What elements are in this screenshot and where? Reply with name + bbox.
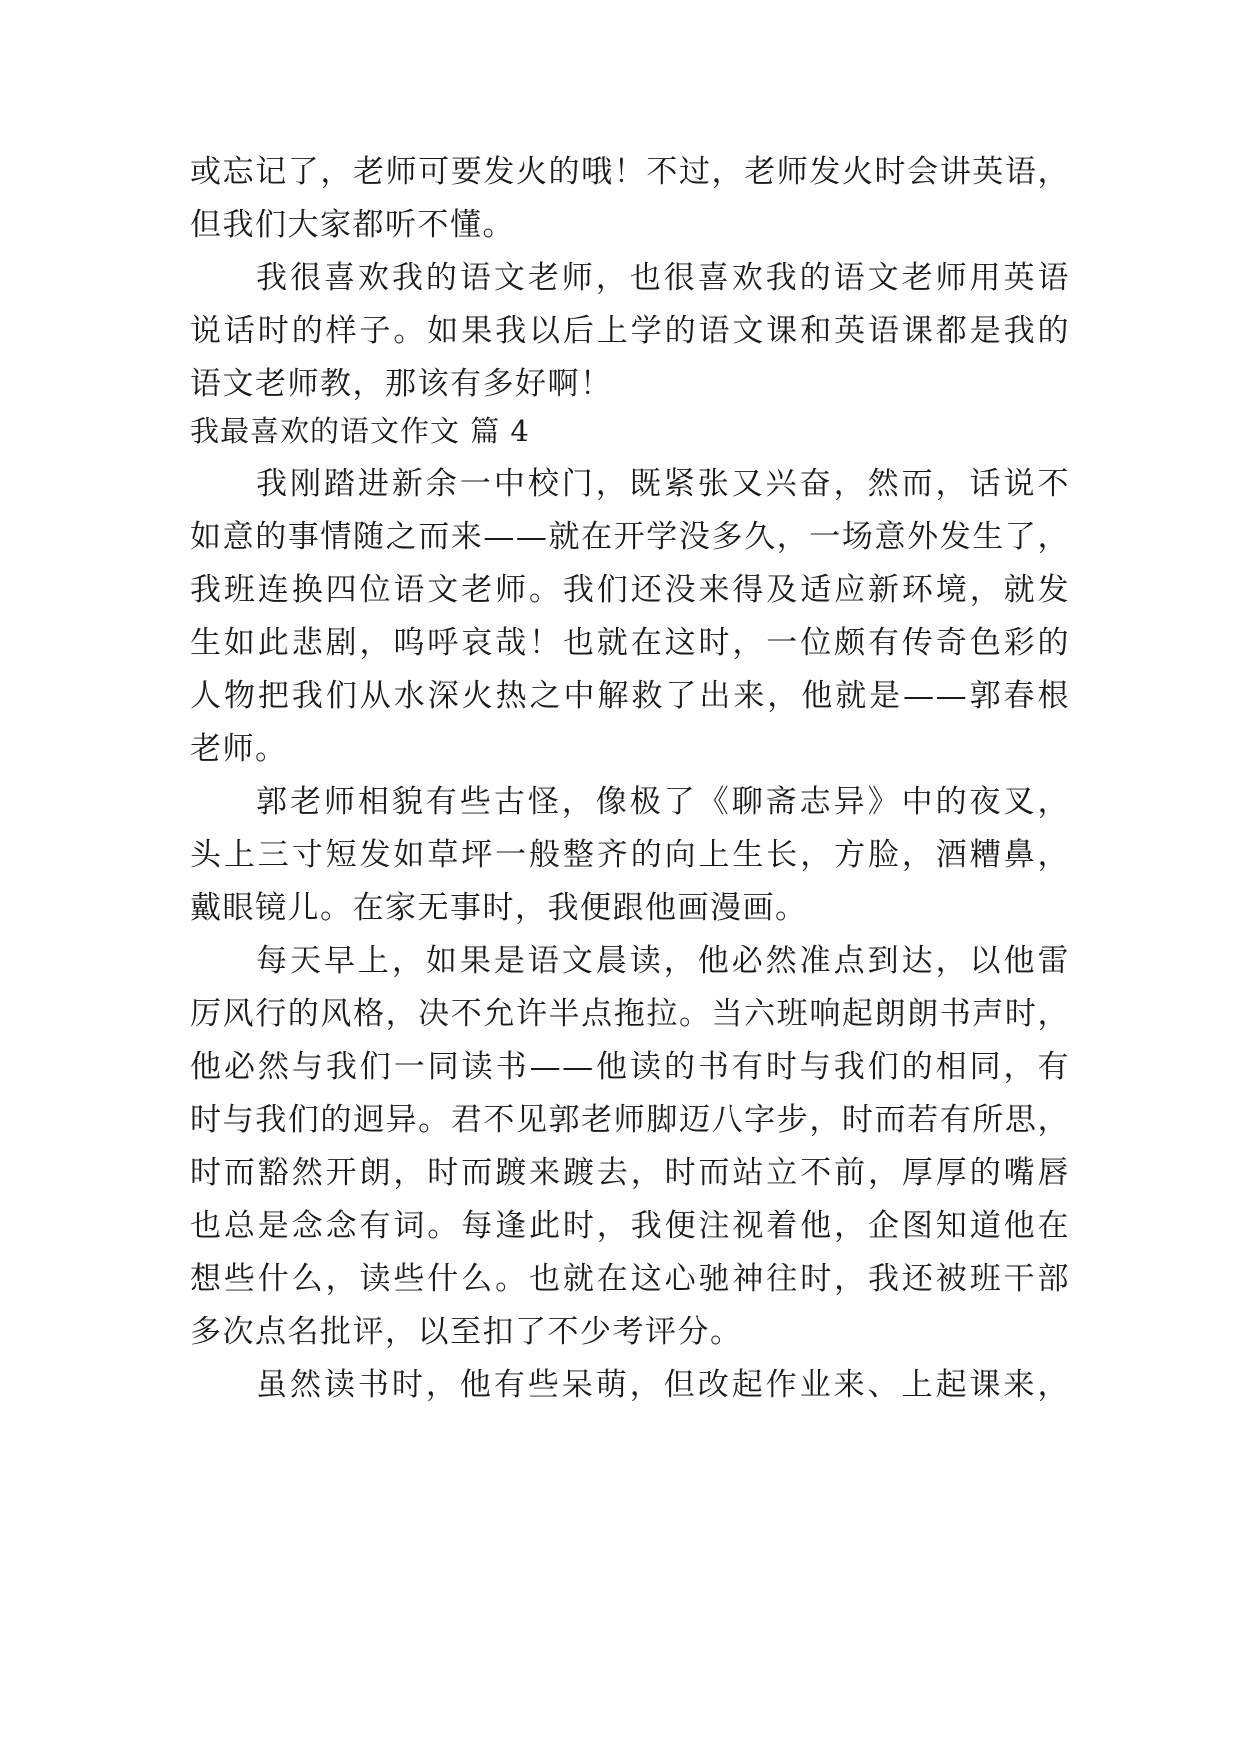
section-heading: 我最喜欢的语文作文 篇 4 bbox=[190, 414, 530, 448]
text-line: 如意的事情随之而来——就在开学没多久，一场意外发生了， bbox=[190, 519, 1070, 555]
text-line: 时与我们的迥异。君不见郭老师脚迈八字步，时而若有所思， bbox=[190, 1102, 1070, 1138]
text-line: 他必然与我们一同读书——他读的书有时与我们的相同，有 bbox=[190, 1049, 1070, 1085]
text-line: 语文老师教，那该有多好啊！ bbox=[190, 366, 613, 402]
text-line: 戴眼镜儿。在家无事时，我便跟他画漫画。 bbox=[190, 890, 808, 926]
paragraph-start-line: 郭老师相貌有些古怪，像极了《聊斋志异》中的夜叉， bbox=[256, 784, 1070, 820]
text-line: 厉风行的风格，决不允许半点拖拉。当六班响起朗朗书声时， bbox=[190, 996, 1070, 1032]
text-line: 时而豁然开朗，时而踱来踱去，时而站立不前，厚厚的嘴唇 bbox=[190, 1155, 1070, 1191]
text-line: 但我们大家都听不懂。 bbox=[190, 207, 515, 243]
text-line: 也总是念念有词。每逢此时，我便注视着他，企图知道他在 bbox=[190, 1208, 1070, 1244]
text-line: 老师。 bbox=[190, 731, 288, 767]
text-line: 想些什么，读些什么。也就在这心驰神往时，我还被班干部 bbox=[190, 1261, 1070, 1297]
text-line: 或忘记了，老师可要发火的哦！不过，老师发火时会讲英语， bbox=[190, 154, 1070, 190]
paragraph-start-line: 我刚踏进新余一中校门，既紧张又兴奋，然而，话说不 bbox=[256, 466, 1070, 502]
text-line: 我班连换四位语文老师。我们还没来得及适应新环境，就发 bbox=[190, 572, 1070, 608]
paragraph-start-line: 虽然读书时，他有些呆萌，但改起作业来、上起课来， bbox=[256, 1367, 1070, 1403]
paragraph-start-line: 每天早上，如果是语文晨读，他必然准点到达，以他雷 bbox=[256, 943, 1070, 979]
text-line: 生如此悲剧，呜呼哀哉！也就在这时，一位颇有传奇色彩的 bbox=[190, 625, 1070, 661]
text-line: 多次点名批评，以至扣了不少考评分。 bbox=[190, 1314, 743, 1350]
paragraph-start-line: 我很喜欢我的语文老师，也很喜欢我的语文老师用英语 bbox=[256, 260, 1070, 296]
text-line: 人物把我们从水深火热之中解救了出来，他就是——郭春根 bbox=[190, 678, 1070, 714]
text-line: 头上三寸短发如草坪一般整齐的向上生长，方脸，酒糟鼻， bbox=[190, 837, 1070, 873]
text-line: 说话时的样子。如果我以后上学的语文课和英语课都是我的 bbox=[190, 313, 1070, 349]
